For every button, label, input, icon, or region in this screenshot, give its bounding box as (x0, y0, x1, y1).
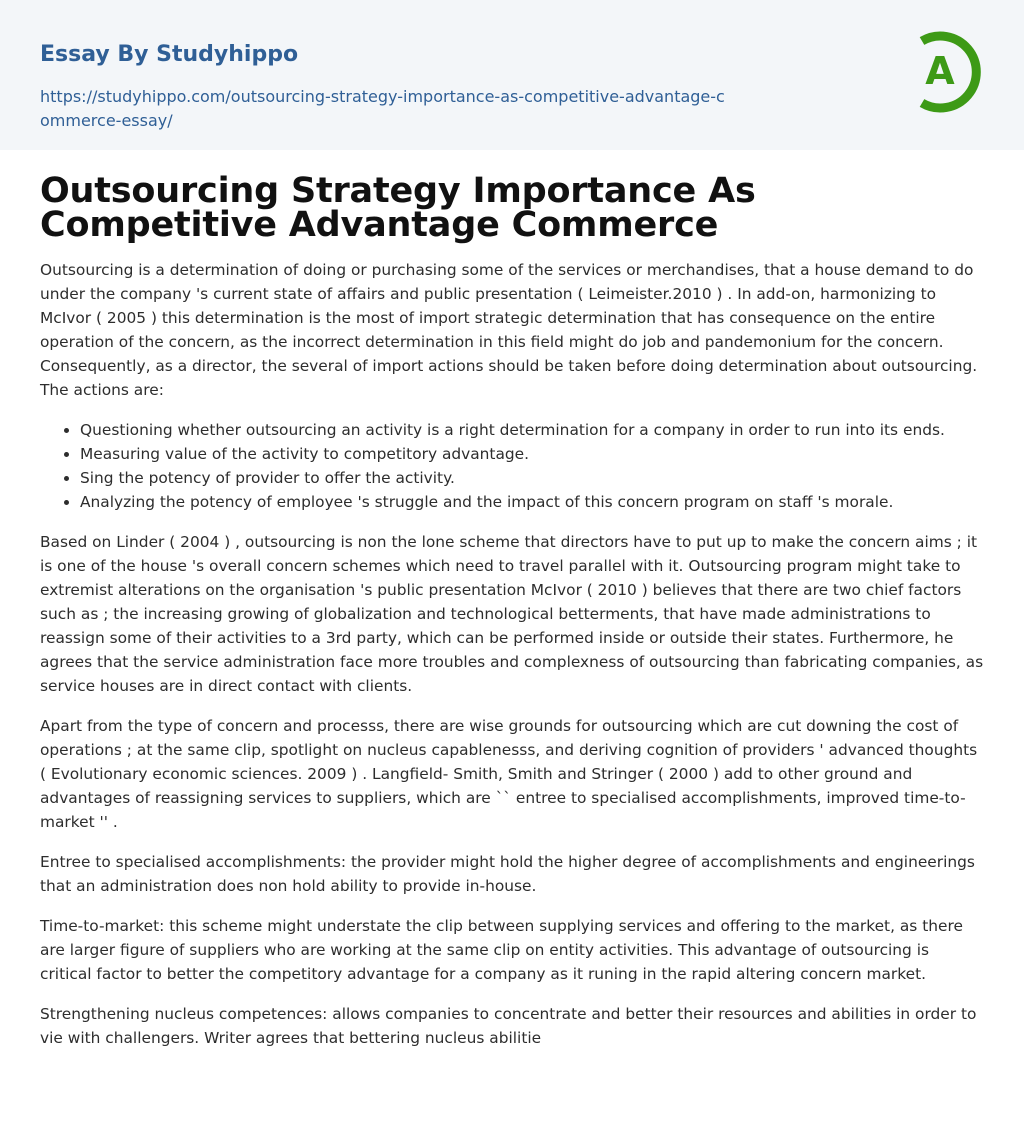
actions-list (40, 418, 984, 514)
time-to-market-paragraph: Time-to-market: this scheme might understate the clip between supplying services and offering to the market, as there are larger figure of suppliers who are working at the same clip on entity activities. This advantage of outsourcing is critical factor to better the competitory advantage for a company as it runing in the rapid altering concern market. (40, 917, 963, 983)
strengthening-paragraph: Strengthening nucleus competences: allows companies to concentrate and better their resources and abilities in order to vie with challengers. Writer agrees that bettering nucleus abilitie (40, 1005, 977, 1047)
grounds-paragraph: Apart from the type of concern and processs, there are wise grounds for outsourcing which are cut downing the cost of operations ; at the same clip, spotlight on nucleus capablenesss, and deriving cognition of providers ' advanced thoughts ( Evolutionary economic sciences. 2009 ) . Langfield- Smith, Smith and Stringer ( 2000 ) add to other ground and advantages of reassigning services to suppliers, which are `` entree to specialised accomplishments, improved time-to-market '' . (40, 717, 978, 831)
page-header (0, 0, 1024, 150)
essay-content (0, 171, 1024, 1050)
site-brand[interactable]: Essay By Studyhippo (40, 42, 299, 67)
list-item: • Sing the potency of provider to offer the activity. (80, 466, 984, 490)
studyhippo-a-logo-icon[interactable] (910, 29, 986, 115)
intro-paragraph: Outsourcing is a determination of doing or purchasing some of the services or merchandises, that a house demand to do under the company 's current state of affairs and public presentation ( Leimeister.2010 ) . In add-on, harmonizing to McIvor ( 2005 ) this determination is the most of import strategic determination that has consequence on the entire operation of the concern, as the incorrect determination in this field might do job and pandemonium for the concern. Consequently, as a director, the several of import actions should be taken before doing determination about outsourcing. The actions are: (40, 261, 978, 399)
list-item: • Measuring value of the activity to competitory advantage. (80, 442, 984, 466)
essay-title: Outsourcing Strategy Importance As Competitive Advantage Commerce (40, 171, 756, 245)
list-item: • Questioning whether outsourcing an activity is a right determination for a company in order to run into its ends. (80, 418, 984, 442)
linder-paragraph: Based on Linder ( 2004 ) , outsourcing is non the lone scheme that directors have to put up to make the concern aims ; it is one of the house 's overall concern schemes which need to travel parallel with it. Outsourcing program might take to extremist alterations on the organisation 's public presentation McIvor ( 2010 ) believes that there are two chief factors such as ; the increasing growing of globalization and technological betterments, that have made administrations to reassign some of their activities to a 3rd party, which can be performed inside or outside their states. Furthermore, he agrees that the service administration face more troubles and complexness of outsourcing than fabricating companies, as service houses are in direct contact with clients. (40, 533, 984, 695)
entree-paragraph: Entree to specialised accomplishments: the provider might hold the higher degree of accomplishments and engineerings that an administration does non hold ability to provide in-house. (40, 853, 975, 895)
essay-url-link[interactable]: https://studyhippo.com/outsourcing-strategy-importance-as-competitive-advantage-commerce-essay/ (40, 87, 725, 130)
list-item: • Analyzing the potency of employee 's struggle and the impact of this concern program on staff 's morale. (80, 490, 984, 514)
logo-letter: A (925, 49, 955, 93)
